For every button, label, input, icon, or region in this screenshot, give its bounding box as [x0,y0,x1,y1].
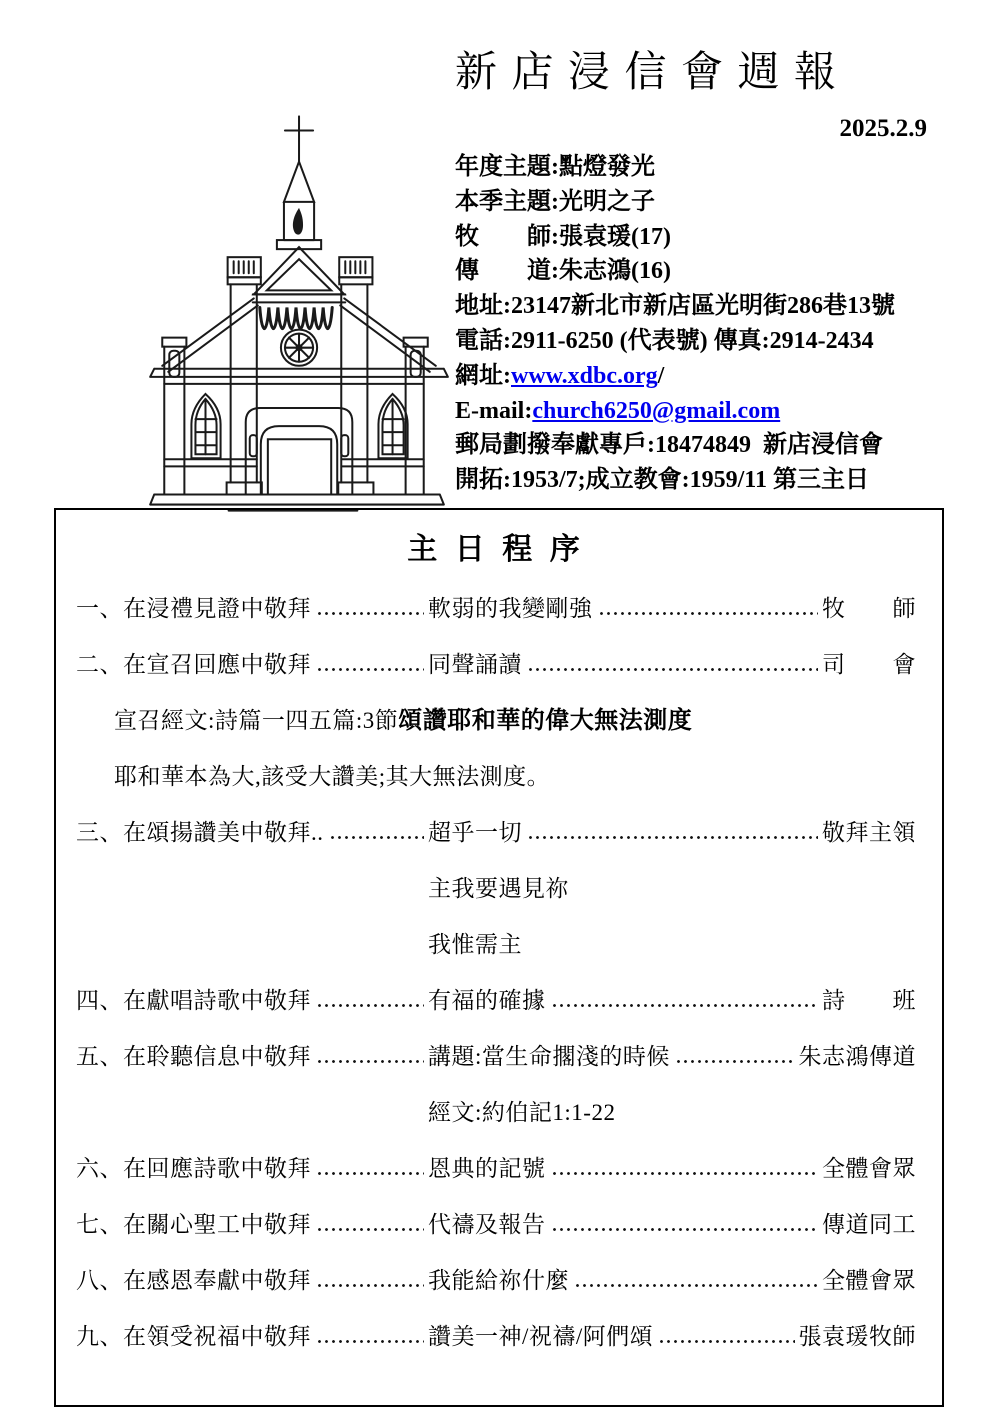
sermon-scripture-line [428,1098,916,1128]
row-left: 二、在宣召回應中敬拜 [76,652,311,677]
program-box [54,508,944,1407]
song-title: 我惟需主 [428,932,522,957]
issue-date: 2025.2.9 [839,115,927,142]
row-left: 八、在感恩奉獻中敬拜 [76,1268,311,1293]
dot-leader [316,1171,424,1176]
address-line: 地址:23147新北市新店區光明街286巷13號 [455,293,895,320]
dot-leader [316,667,424,672]
scripture-title: 頌讚耶和華的偉大無法測度 [398,708,693,734]
row-mid: 讚美一神/祝禱/阿們頌 [428,1324,654,1349]
dot-leader [551,1227,819,1232]
program-row-3 [76,818,916,848]
masthead [455,40,927,498]
pastor-line: 牧 師:張袁瑗(17) [455,223,671,250]
email-link[interactable]: church6250@gmail.com [532,397,781,424]
song-line-2 [428,930,916,960]
row-mid: 有福的確據 [428,988,546,1013]
row-left: 七、在關心聖工中敬拜 [76,1212,311,1237]
song-title: 主我要遇見祢 [428,876,569,901]
website-line [455,359,927,394]
contact-info [455,150,927,498]
website-label: 網址: [455,362,511,389]
dot-leader [598,611,819,616]
phone-line: 電話:2911-6250 (代表號) 傳真:2914-2434 [455,327,874,354]
row-left: 六、在回應詩歌中敬拜 [76,1156,311,1181]
dot-leader [551,1171,819,1176]
church-illustration-icon [116,106,474,524]
row-mid: 同聲誦讀 [428,652,522,677]
website-link[interactable]: www.xdbc.org [511,362,658,389]
row-mid: 講題:當生命擱淺的時候 [428,1044,670,1069]
dot-leader [316,1227,424,1232]
dot-leader [316,611,424,616]
row-left: 一、在浸禮見證中敬拜 [76,596,311,621]
scripture-verse: 耶和華本為大,該受大讚美;其大無法測度。 [114,764,551,789]
dot-leader [316,1059,424,1064]
page-title: 新 店 浸 信 會 週 報 [455,50,839,96]
row-right: 詩 班 [822,988,916,1013]
row-right: 敬拜主領 [822,820,916,845]
song-line-1 [428,874,916,904]
row-right: 張袁瑗牧師 [798,1324,916,1349]
row-mid: 超乎一切 [428,820,522,845]
dot-leader [316,1283,424,1288]
email-label: E-mail: [455,397,533,424]
dot-leader [316,1003,424,1008]
dot-leader [527,667,818,672]
row-mid: 軟弱的我變剛強 [428,596,593,621]
row-right: 全體會眾 [822,1268,916,1293]
program-heading: 主 日 程 序 [407,533,585,566]
call-scripture-line [114,706,916,736]
dot-leader [658,1339,794,1344]
program-row-6 [76,1154,916,1184]
row-left: 五、在聆聽信息中敬拜 [76,1044,311,1069]
website-suffix: / [657,362,665,389]
row-right: 傳道同工 [822,1212,916,1237]
dot-leader [675,1059,795,1064]
dot-leader [551,1003,819,1008]
scripture-ref: 宣召經文:詩篇一四五篇:3節 [114,708,399,733]
program-row-2 [76,650,916,680]
dot-leader [574,1283,818,1288]
row-mid: 代禱及報告 [428,1212,546,1237]
program-row-7 [76,1210,916,1240]
row-mid: 恩典的記號 [428,1156,546,1181]
row-left: 三、在頌揚讚美中敬拜.. [76,820,324,845]
row-right: 全體會眾 [822,1156,916,1181]
dot-leader [316,1339,424,1344]
row-mid: 我能給祢什麼 [428,1268,569,1293]
postal-account-line: 郵局劃撥奉獻專戶:18474849 新店浸信會 [455,432,883,459]
row-right: 牧 師 [822,596,916,621]
dot-leader [527,835,818,840]
program-row-1 [76,594,916,624]
minister-line: 傳 道:朱志鴻(16) [455,258,671,285]
program-row-4 [76,986,916,1016]
row-right: 朱志鴻傳道 [798,1044,916,1069]
program-row-9 [76,1322,916,1352]
season-theme: 本季主題:光明之子 [455,188,655,215]
program-row-8 [76,1266,916,1296]
dot-leader [329,835,425,840]
program-row-5 [76,1042,916,1072]
email-line [455,394,927,429]
scripture-verse-line [114,762,916,792]
sermon-scripture: 經文:約伯記1:1-22 [428,1100,616,1125]
row-right: 司 會 [822,652,916,677]
annual-theme: 年度主題:點燈發光 [455,154,655,180]
row-left: 九、在領受祝福中敬拜 [76,1324,311,1349]
founding-line: 開拓:1953/7;成立教會:1959/11 第三主日 [455,467,869,494]
row-left: 四、在獻唱詩歌中敬拜 [76,988,311,1013]
